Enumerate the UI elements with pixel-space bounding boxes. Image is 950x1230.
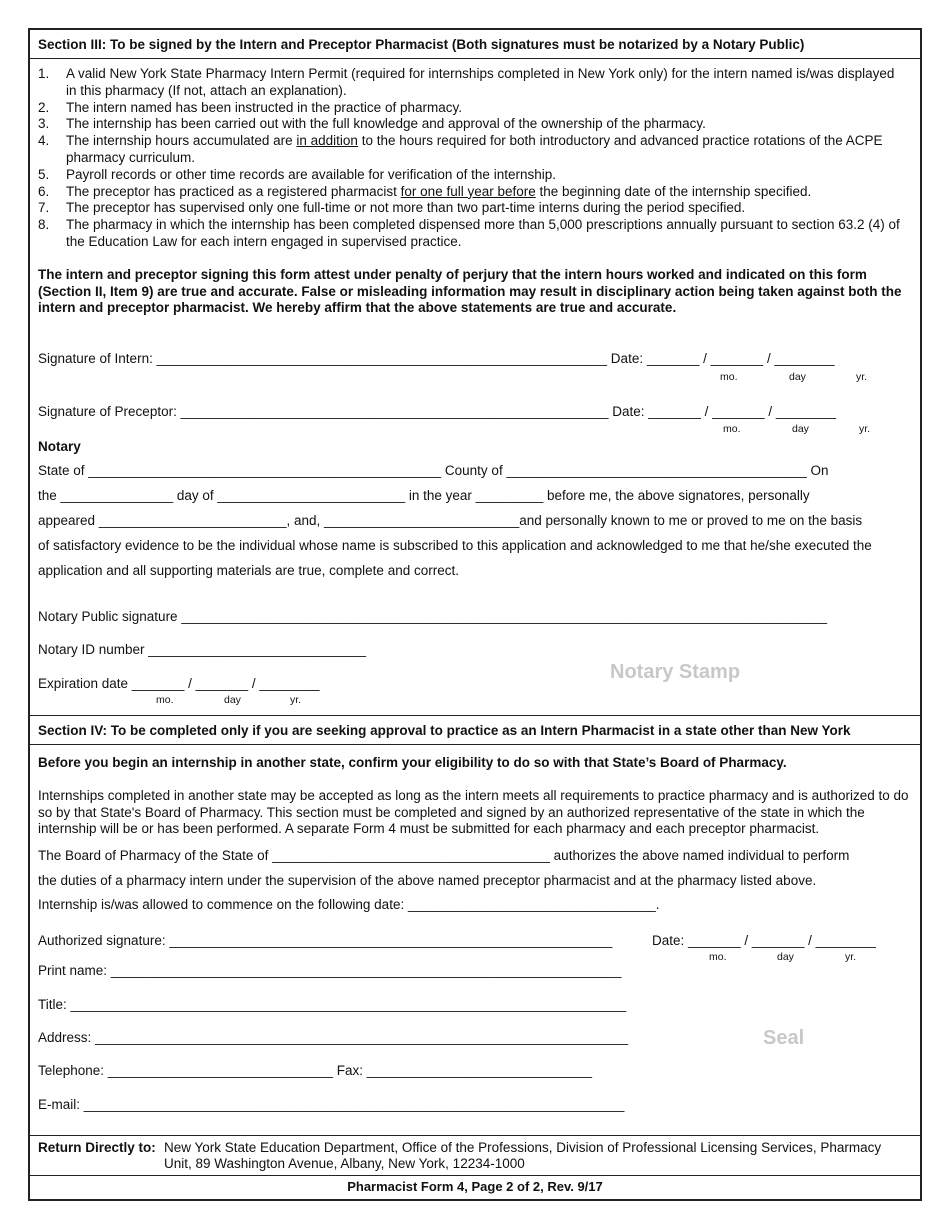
form-page — [28, 28, 922, 1201]
form-footer: Pharmacist Form 4, Page 2 of 2, Rev. 9/17 — [347, 1179, 603, 1194]
list-item: 6. The preceptor has practiced as a registered pharmacist for one full year before the beginning date of the internship specified. — [38, 183, 812, 199]
return-label: Return Directly to: — [38, 1140, 156, 1155]
list-item: 2. The intern named has been instructed in the practice of pharmacy. — [38, 99, 462, 115]
notary-label: Notary — [38, 439, 81, 454]
notary-line[interactable]: State of _______________________________________________ County of ________________________________________ On — [38, 463, 829, 478]
list-item: 3. The internship has been carried out with the full knowledge and approval of the ownership of the pharmacy. — [38, 116, 706, 132]
list-item: 4. The internship hours accumulated are in addition to the hours required for both introductory and advanced practice rotations of the ACPE pharmacy curriculum. — [38, 133, 883, 165]
month-label: mo. — [723, 423, 741, 435]
notary-line[interactable]: the _______________ day of _________________________ in the year _________ before me, the above signatores, personally — [38, 488, 810, 503]
return-address — [30, 1136, 920, 1176]
title-field[interactable]: Title: __________________________________________________________________________ — [38, 997, 627, 1012]
day-label: day — [777, 951, 794, 963]
telephone-fax-field[interactable]: Telephone: ______________________________ Fax: ______________________________ — [38, 1063, 593, 1078]
section-4-header: Section IV: To be completed only if you are seeking approval to practice as an Intern Pharmacist in a state other than New York — [30, 716, 920, 745]
notary-signature-field[interactable]: Notary Public signature ______________________________________________________________________________________ — [38, 609, 828, 624]
list-item: 5. Payroll records or other time records are available for verification of the internship. — [38, 166, 556, 182]
month-label: mo. — [709, 951, 727, 963]
section-3-header: Section III: To be signed by the Intern and Preceptor Pharmacist (Both signatures must be notarized by a Notary Public) — [30, 30, 920, 59]
authorized-signature-field[interactable]: Authorized signature: ___________________________________________________________ — [38, 933, 613, 948]
requirements-list — [30, 59, 920, 251]
address-field[interactable]: Address: _______________________________________________________________________ — [38, 1030, 629, 1045]
return-text: New York State Education Department, Office of the Professions, Division of Professional Licensing Services, Pharmacy Unit, 89 Washington Avenue, Albany, New York, 12234-1000 — [164, 1140, 882, 1171]
list-item: 8. The pharmacy in which the internship has been completed dispensed more than 5,000 prescriptions annually pursuant to section 63.2 (4) of the Education Law for each intern engaged in supervised practice. — [38, 217, 900, 249]
print-name-field[interactable]: Print name: ____________________________________________________________________ — [38, 963, 622, 978]
attestation-statement: The intern and preceptor signing this form attest under penalty of perjury that the intern hours worked and indicated on this form (Section II, Item 9) are true and accurate. False or misleading information may result in disciplinary action being taken against both the intern and preceptor pharmacist. We hereby affirm that the above statements are true and accurate. — [38, 266, 902, 316]
day-label: day — [789, 371, 806, 383]
year-label: yr. — [859, 423, 871, 435]
notary-line: application and all supporting materials are true, complete and correct. — [38, 563, 459, 578]
board-line-2: the duties of a pharmacy intern under the supervision of the above named preceptor pharmacist and at the pharmacy listed above. — [38, 873, 817, 888]
seal-area: Seal — [763, 1027, 805, 1049]
section-4 — [30, 716, 920, 1136]
preceptor-signature-field[interactable]: Signature of Preceptor: _________________________________________________________ Date: _______ / _______ / ________ — [38, 404, 836, 419]
month-label: mo. — [720, 371, 738, 383]
year-label: yr. — [290, 694, 302, 706]
notary-stamp-area: Notary Stamp — [610, 661, 741, 683]
notary-line: of satisfactory evidence to be the individual whose name is subscribed to this application and acknowledged to me that he/she executed the — [38, 538, 872, 553]
day-label: day — [224, 694, 241, 706]
notary-line[interactable]: appeared _________________________, and, __________________________and personally known to me or proved to me on the basis — [38, 513, 863, 528]
expiration-date-field[interactable]: Expiration date _______ / _______ / ________ — [38, 676, 320, 691]
day-label: day — [792, 423, 809, 435]
commence-date-field[interactable]: Internship is/was allowed to commence on the following date: _________________________________. — [38, 897, 660, 912]
eligibility-notice: Before you begin an internship in another state, confirm your eligibility to do so with that State’s Board of Pharmacy. — [38, 755, 787, 770]
section-3 — [30, 30, 920, 716]
list-item: 1. A valid New York State Pharmacy Intern Permit (required for internships completed in New York only) for the intern named is/was displayed in this pharmacy (If not, attach an explanation). — [38, 66, 895, 98]
list-item: 7. The preceptor has supervised only one full-time or not more than two part-time interns during the period specified. — [38, 200, 746, 216]
year-label: yr. — [856, 371, 868, 383]
notary-id-field[interactable]: Notary ID number _____________________________ — [38, 642, 367, 657]
section-4-paragraph: Internships completed in another state may be accepted as long as the intern meets all requirements to practice pharmacy and is authorized to do so by that State's Board of Pharmacy. This section must be completed and signed by an authorized representative of the state in which the internship will be or has been performed. A separate Form 4 must be submitted for each pharmacy and each preceptor pharmacist. — [38, 787, 909, 837]
intern-signature-field[interactable]: Signature of Intern: ____________________________________________________________ Date: _______ / _______ / ________ — [38, 351, 835, 366]
month-label: mo. — [156, 694, 174, 706]
board-state-field[interactable]: The Board of Pharmacy of the State of _____________________________________ authorizes the above named individual to perform — [38, 848, 850, 863]
year-label: yr. — [845, 951, 857, 963]
authorized-date-field[interactable]: Date: _______ / _______ / ________ — [652, 933, 876, 948]
email-field[interactable]: E-mail: ________________________________________________________________________ — [38, 1097, 625, 1112]
